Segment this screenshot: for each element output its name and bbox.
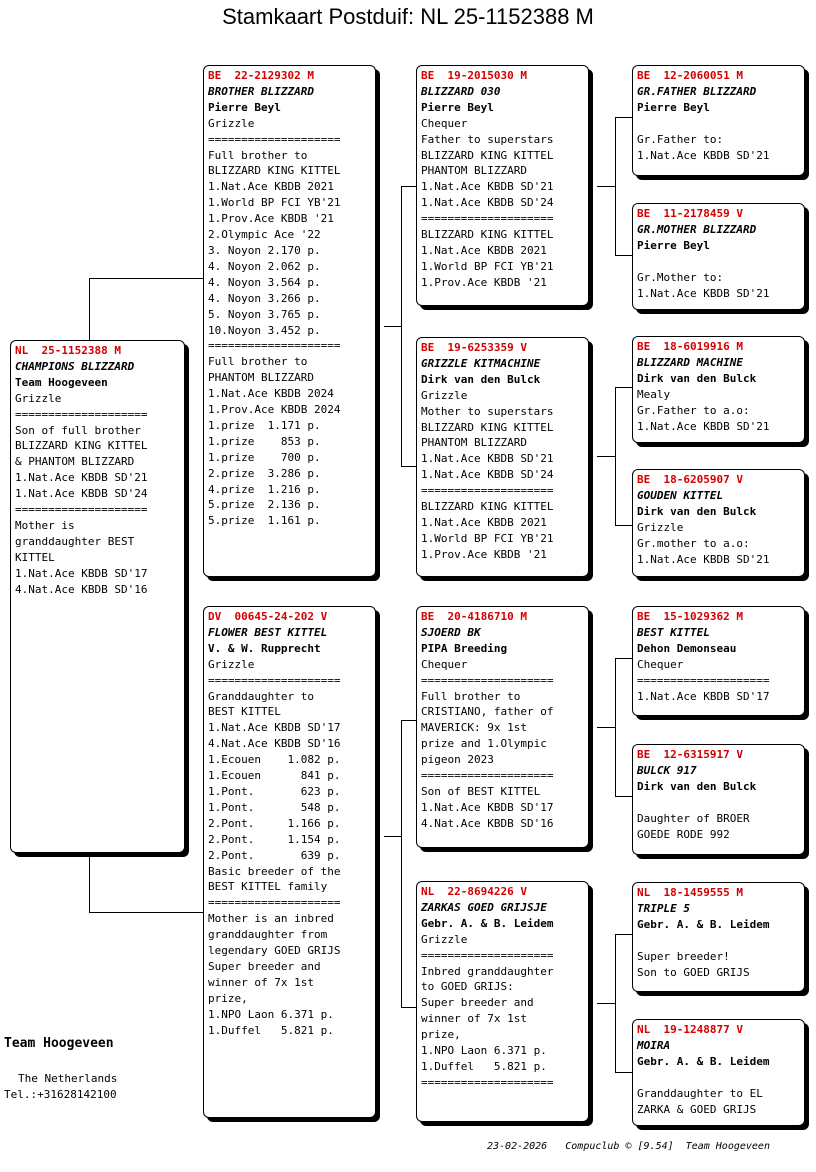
info-line: Inbred granddaughter	[421, 964, 554, 978]
info-line: 3. Noyon 2.170 p.	[208, 243, 321, 257]
pigeon-name: MOIRA	[637, 1038, 671, 1052]
info-line: Son to GOED GRIJS	[637, 965, 750, 979]
pigeon-name: BULCK 917	[637, 763, 697, 777]
info-line: 2.Olympic Ace '22	[208, 228, 321, 242]
pedigree-card-paternal-grandfather[interactable]	[416, 65, 589, 306]
ring-number: BE 12-6315917 V	[637, 748, 743, 761]
info-line: BLIZZARD KING KITTEL	[208, 164, 341, 178]
pigeon-color: Chequer	[421, 657, 468, 671]
pedigree-card-great-grandparent[interactable]	[632, 606, 805, 716]
pigeon-name: GRIZZLE KITMACHINE	[421, 356, 541, 370]
breeder-name: Pierre Beyl	[637, 100, 710, 114]
pigeon-color: Grizzle	[421, 388, 468, 402]
info-line: ====================	[421, 1075, 554, 1089]
info-line: prize and 1.Olympic	[421, 737, 547, 751]
pigeon-name: BLIZZARD 030	[421, 84, 501, 98]
blank-line	[637, 254, 800, 270]
breeder-name: Dirk van den Bulck	[637, 371, 757, 385]
info-line: Gr.Mother to:	[637, 270, 724, 284]
connector-line	[615, 934, 616, 1072]
info-line: Full brother to	[208, 148, 308, 162]
connector-line	[384, 836, 401, 837]
pigeon-name: GOUDEN KITTEL	[637, 488, 724, 502]
info-line: BEST KITTEL family	[208, 880, 328, 894]
pigeon-color: Grizzle	[637, 520, 684, 534]
info-line: 1.Nat.Ace KBDB SD'21	[637, 552, 770, 566]
ring-number: BE 19-6253359 V	[421, 341, 527, 354]
connector-line	[401, 720, 416, 721]
pedigree-card-paternal-grandmother[interactable]	[416, 337, 589, 577]
info-line: to GOED GRIJS:	[421, 980, 514, 994]
connector-line	[597, 727, 615, 728]
connector-line	[615, 658, 616, 796]
pedigree-card-great-grandparent[interactable]	[632, 203, 805, 310]
breeder-name: Dirk van den Bulck	[421, 372, 541, 386]
info-line: 5.prize 1.161 p.	[208, 514, 321, 528]
info-line: 1.Prov.Ace KBDB 2024	[208, 403, 341, 417]
pigeon-color: Grizzle	[15, 391, 62, 405]
ring-number: NL 22-8694226 V	[421, 885, 527, 898]
connector-line	[615, 525, 632, 526]
breeder-name: Dirk van den Bulck	[637, 504, 757, 518]
connector-line	[615, 255, 632, 256]
breeder-name: Pierre Beyl	[637, 238, 710, 252]
connector-line	[89, 278, 90, 341]
pigeon-color: Chequer	[421, 116, 468, 130]
info-line: 4. Noyon 3.266 p.	[208, 291, 321, 305]
info-line: ====================	[15, 407, 148, 421]
info-line: ====================	[208, 673, 341, 687]
info-line: pigeon 2023	[421, 753, 494, 767]
info-line: Son of BEST KITTEL	[421, 784, 541, 798]
info-line: granddaughter from	[208, 928, 328, 942]
info-line: 1.Prov.Ace KBDB '21	[421, 547, 547, 561]
connector-line	[615, 1072, 632, 1073]
info-line: 2.Pont. 639 p.	[208, 848, 341, 862]
connector-line	[615, 387, 616, 525]
info-line: & PHANTOM BLIZZARD	[15, 455, 135, 469]
info-line: 1.NPO Laon 6.371 p.	[208, 1007, 334, 1021]
info-line: Father to superstars	[421, 132, 554, 146]
info-line: 1.Nat.Ace KBDB SD'24	[15, 487, 148, 501]
info-line: ====================	[421, 769, 554, 783]
blank-line	[637, 116, 800, 132]
info-line: 1.Nat.Ace KBDB SD'24	[421, 468, 554, 482]
connector-line	[615, 387, 632, 388]
connector-line	[89, 912, 203, 913]
connector-line	[615, 796, 632, 797]
info-line: 1.Nat.Ace KBDB 2024	[208, 387, 334, 401]
info-line: ====================	[421, 948, 554, 962]
info-line: winner of 7x 1st	[421, 1012, 527, 1026]
info-line: KITTEL	[15, 550, 55, 564]
ring-number: NL 19-1248877 V	[637, 1023, 743, 1036]
pigeon-name: FLOWER BEST KITTEL	[208, 625, 328, 639]
ring-number: BE 11-2178459 V	[637, 207, 743, 220]
info-line: 2.prize 3.286 p.	[208, 466, 321, 480]
breeder-name: Pierre Beyl	[421, 100, 494, 114]
info-line: 1.Prov.Ace KBDB '21	[208, 212, 334, 226]
ring-number: BE 15-1029362 M	[637, 610, 743, 623]
info-line: granddaughter BEST	[15, 534, 135, 548]
pedigree-card-great-grandparent[interactable]	[632, 744, 805, 855]
owner-country: The Netherlands	[18, 1072, 118, 1085]
info-line: Daughter of BROER	[637, 811, 750, 825]
info-line: MAVERICK: 9x 1st	[421, 721, 527, 735]
info-line: ====================	[208, 896, 341, 910]
pedigree-card-subject[interactable]	[10, 340, 185, 853]
info-line: legendary GOED GRIJS	[208, 944, 341, 958]
pigeon-color: Chequer	[637, 657, 684, 671]
info-line: 4. Noyon 3.564 p.	[208, 275, 321, 289]
info-line: PHANTOM BLIZZARD	[421, 436, 527, 450]
info-line: 1.Pont. 548 p.	[208, 800, 341, 814]
info-line: GOEDE RODE 992	[637, 827, 730, 841]
connector-line	[401, 186, 416, 187]
info-line: 1.Nat.Ace KBDB SD'21	[421, 180, 554, 194]
info-line: Gr.Father to a.o:	[637, 403, 750, 417]
info-line: Gr.mother to a.o:	[637, 536, 750, 550]
owner-name: Team Hoogeveen	[4, 1036, 114, 1051]
info-line: 4.Nat.Ace KBDB SD'16	[421, 816, 554, 830]
info-line: 1.Duffel 5.821 p.	[421, 1059, 547, 1073]
info-line: 1.Nat.Ace KBDB SD'17	[15, 566, 148, 580]
info-line: 1.Nat.Ace KBDB SD'17	[637, 689, 770, 703]
info-line: Super breeder and	[421, 996, 534, 1010]
info-line: 2.Pont. 1.166 p.	[208, 816, 341, 830]
info-line: 1.Nat.Ace KBDB SD'17	[421, 800, 554, 814]
pigeon-name: BLIZZARD MACHINE	[637, 355, 743, 369]
info-line: Granddaughter to EL	[637, 1086, 763, 1100]
breeder-name: Gebr. A. & B. Leidem	[637, 1054, 770, 1068]
info-line: 1.prize 700 p.	[208, 450, 321, 464]
blank-line	[637, 1070, 800, 1086]
pedigree-card-great-grandparent[interactable]	[632, 1019, 805, 1126]
ring-number: DV 00645-24-202 V	[208, 610, 328, 623]
info-line: ====================	[15, 503, 148, 517]
info-line: BEST KITTEL	[208, 705, 281, 719]
breeder-name: Pierre Beyl	[208, 100, 281, 114]
info-line: 4.Nat.Ace KBDB SD'16	[208, 737, 341, 751]
info-line: ====================	[208, 339, 341, 353]
breeder-name: Dirk van den Bulck	[637, 779, 757, 793]
pigeon-color: Grizzle	[421, 932, 468, 946]
info-line: BLIZZARD KING KITTEL	[421, 228, 554, 242]
breeder-name: Team Hoogeveen	[15, 375, 108, 389]
info-line: CRISTIANO, father of	[421, 705, 554, 719]
info-line: Gr.Father to:	[637, 132, 724, 146]
breeder-name: Dehon Demonseau	[637, 641, 737, 655]
info-line: 10.Noyon 3.452 p.	[208, 323, 321, 337]
info-line: 1.Duffel 5.821 p.	[208, 1023, 334, 1037]
info-line: prize,	[208, 991, 248, 1005]
owner-block	[4, 1036, 117, 1103]
info-line: 1.Nat.Ace KBDB 2021	[421, 515, 547, 529]
info-line: PHANTOM BLIZZARD	[208, 371, 314, 385]
info-line: Son of full brother	[15, 423, 141, 437]
pigeon-color: Mealy	[637, 387, 671, 401]
breeder-name: Gebr. A. & B. Leidem	[421, 916, 554, 930]
info-line: 1.prize 853 p.	[208, 434, 321, 448]
breeder-name: V. & W. Rupprecht	[208, 641, 321, 655]
connector-line	[597, 456, 615, 457]
info-line: 1.World BP FCI YB'21	[421, 259, 554, 273]
info-line: 4. Noyon 2.062 p.	[208, 259, 321, 273]
info-line: 1.Nat.Ace KBDB SD'21	[637, 286, 770, 300]
info-line: 1.Ecouen 1.082 p.	[208, 753, 341, 767]
ring-number: BE 20-4186710 M	[421, 610, 527, 623]
pedigree-card-maternal-grandfather[interactable]	[416, 606, 589, 848]
pedigree-card-great-grandparent[interactable]	[632, 336, 805, 443]
blank-line	[637, 933, 800, 949]
pigeon-name: GR.MOTHER BLIZZARD	[637, 222, 757, 236]
info-line: 1.Nat.Ace KBDB SD'24	[421, 196, 554, 210]
ring-number: NL 25-1152388 M	[15, 344, 121, 357]
breeder-name: Gebr. A. & B. Leidem	[637, 917, 770, 931]
ring-number: BE 19-2015030 M	[421, 69, 527, 82]
info-line: ====================	[637, 673, 770, 687]
info-line: 1.Prov.Ace KBDB '21	[421, 275, 547, 289]
pigeon-name: SJOERD BK	[421, 625, 481, 639]
connector-line	[89, 278, 203, 279]
info-line: 4.Nat.Ace KBDB SD'16	[15, 582, 148, 596]
info-line: Full brother to	[208, 355, 308, 369]
footer: 23-02-2026 Compuclub © [9.54] Team Hoogeveen	[487, 1141, 770, 1152]
info-line: 1.Nat.Ace KBDB 2021	[421, 243, 547, 257]
info-line: Basic breeder of the	[208, 864, 341, 878]
pigeon-name: ZARKAS GOED GRIJSJE	[421, 900, 547, 914]
info-line: 1.World BP FCI YB'21	[421, 531, 554, 545]
pedigree-card-great-grandparent[interactable]	[632, 469, 805, 577]
breeder-name: PIPA Breeding	[421, 641, 508, 655]
pigeon-color: Grizzle	[208, 657, 255, 671]
ring-number: BE 22-2129302 M	[208, 69, 314, 82]
info-line: PHANTOM BLIZZARD	[421, 164, 527, 178]
ring-number: BE 12-2060051 M	[637, 69, 743, 82]
info-line: BLIZZARD KING KITTEL	[421, 148, 554, 162]
pigeon-color: Grizzle	[208, 116, 255, 130]
info-line: 1.World BP FCI YB'21	[208, 196, 341, 210]
connector-line	[615, 117, 632, 118]
ring-number: BE 18-6205907 V	[637, 473, 743, 486]
pigeon-name: BEST KITTEL	[637, 625, 710, 639]
info-line: ====================	[421, 673, 554, 687]
ring-number: BE 18-6019916 M	[637, 340, 743, 353]
pigeon-name: GR.FATHER BLIZZARD	[637, 84, 757, 98]
owner-phone: Tel.:+31628142100	[4, 1088, 117, 1101]
info-line: Mother to superstars	[421, 404, 554, 418]
info-line: 5.prize 2.136 p.	[208, 498, 321, 512]
pigeon-name: CHAMPIONS BLIZZARD	[15, 359, 135, 373]
info-line: BLIZZARD KING KITTEL	[15, 439, 148, 453]
pedigree-card-great-grandparent[interactable]	[632, 882, 805, 992]
connector-line	[597, 186, 615, 187]
info-line: ====================	[421, 212, 554, 226]
info-line: BLIZZARD KING KITTEL	[421, 420, 554, 434]
info-line: prize,	[421, 1028, 461, 1042]
info-line: 1.Nat.Ace KBDB SD'21	[637, 148, 770, 162]
connector-line	[401, 186, 402, 466]
page-title: Stamkaart Postduif: NL 25-1152388 M	[222, 4, 594, 29]
info-line: 1.Ecouen 841 p.	[208, 769, 341, 783]
info-line: Super breeder!	[637, 949, 730, 963]
connector-line	[401, 720, 402, 1007]
pedigree-card-mother[interactable]	[203, 606, 376, 1118]
pigeon-name: TRIPLE 5	[637, 901, 690, 915]
info-line: 1.Nat.Ace KBDB SD'21	[421, 452, 554, 466]
info-line: BLIZZARD KING KITTEL	[421, 500, 554, 514]
info-line: 5. Noyon 3.765 p.	[208, 307, 321, 321]
blank-line	[637, 795, 800, 811]
connector-line	[384, 326, 401, 327]
info-line: 1.Nat.Ace KBDB 2021	[208, 180, 334, 194]
info-line: 1.Nat.Ace KBDB SD'17	[208, 721, 341, 735]
pedigree-card-great-grandparent[interactable]	[632, 65, 805, 176]
connector-line	[615, 934, 632, 935]
info-line: 2.Pont. 1.154 p.	[208, 832, 341, 846]
info-line: Full brother to	[421, 689, 521, 703]
info-line: 1.Nat.Ace KBDB SD'21	[15, 471, 148, 485]
info-line: 1.Nat.Ace KBDB SD'21	[637, 419, 770, 433]
info-line: Granddaughter to	[208, 689, 314, 703]
info-line: 1.prize 1.171 p.	[208, 418, 321, 432]
info-line: 1.Pont. 623 p.	[208, 784, 341, 798]
connector-line	[89, 857, 90, 912]
pigeon-name: BROTHER BLIZZARD	[208, 84, 314, 98]
info-line: ====================	[421, 484, 554, 498]
connector-line	[615, 117, 616, 255]
connector-line	[401, 466, 416, 467]
pedigree-card-father[interactable]	[203, 65, 376, 577]
info-line: Super breeder and	[208, 959, 321, 973]
info-line: 1.NPO Laon 6.371 p.	[421, 1044, 547, 1058]
connector-line	[615, 658, 632, 659]
connector-line	[597, 1003, 615, 1004]
connector-line	[401, 1007, 416, 1008]
info-line: ====================	[208, 132, 341, 146]
ring-number: NL 18-1459555 M	[637, 886, 743, 899]
info-line: Mother is an inbred	[208, 912, 334, 926]
pedigree-card-maternal-grandmother[interactable]	[416, 881, 589, 1122]
info-line: winner of 7x 1st	[208, 975, 314, 989]
info-line: ZARKA & GOED GRIJS	[637, 1102, 757, 1116]
info-line: 4.prize 1.216 p.	[208, 482, 321, 496]
info-line: Mother is	[15, 518, 75, 532]
